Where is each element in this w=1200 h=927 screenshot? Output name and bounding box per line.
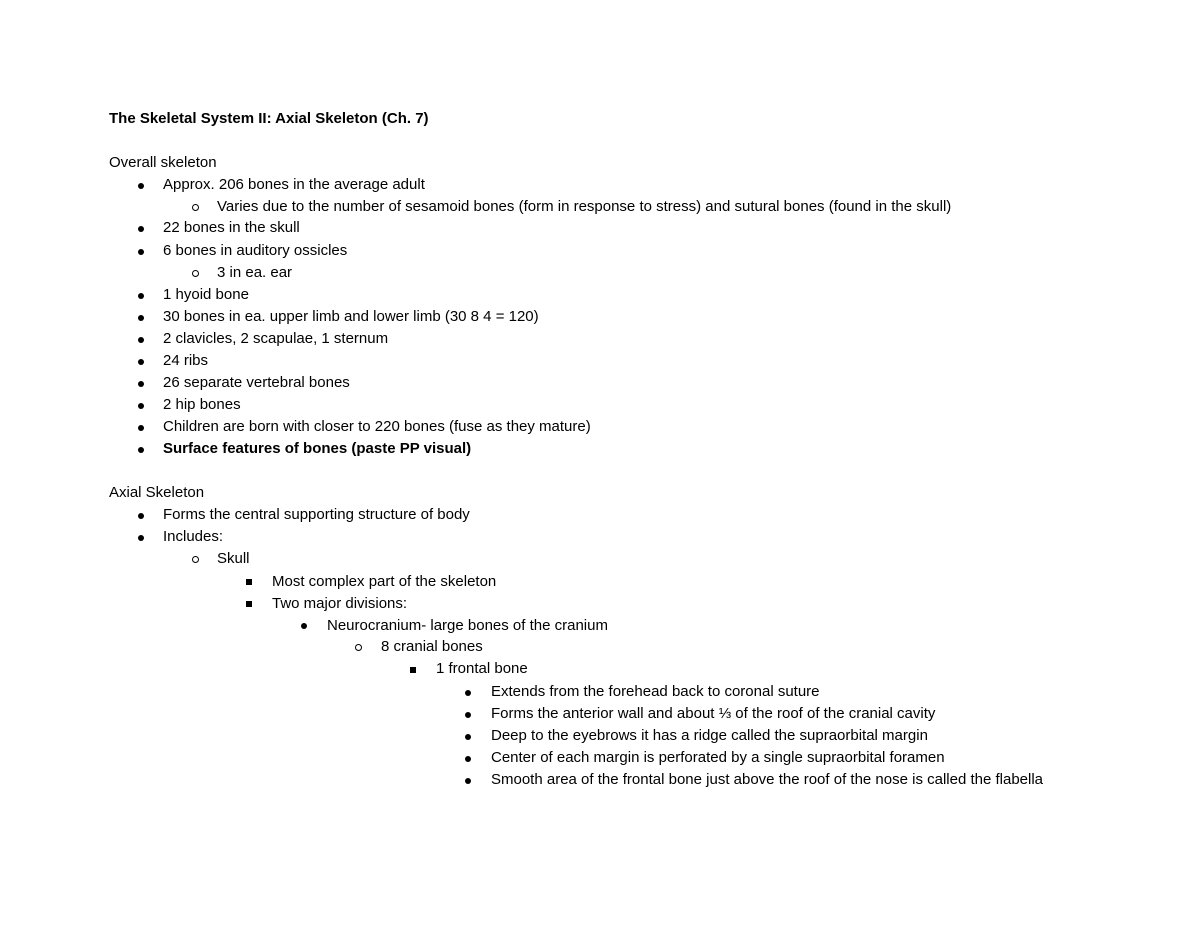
bullet-circle-icon — [192, 270, 199, 277]
list-item: Varies due to the number of sesamoid bones (form in response to stress) and sutural bones (found in the skull) — [217, 198, 952, 215]
section-heading-overall: Overall skeleton — [109, 154, 217, 171]
bullet-disc-icon — [465, 690, 471, 696]
bullet-disc-icon — [138, 293, 144, 299]
list-item: 1 hyoid bone — [163, 286, 249, 303]
bullet-square-icon — [246, 579, 252, 585]
list-item: 26 separate vertebral bones — [163, 374, 350, 391]
list-item: Neurocranium- large bones of the cranium — [327, 617, 608, 634]
list-item: Includes: — [163, 528, 224, 545]
bullet-disc-icon — [138, 337, 144, 343]
document-title: The Skeletal System II: Axial Skeleton (Ch. 7) — [109, 110, 429, 127]
bullet-disc-icon — [138, 315, 144, 321]
list-item: Skull — [217, 550, 250, 567]
bullet-disc-icon — [465, 734, 471, 740]
list-item: Deep to the eyebrows it has a ridge called the supraorbital margin — [491, 727, 928, 744]
list-item: 22 bones in the skull — [163, 219, 300, 236]
section-heading-axial: Axial Skeleton — [109, 484, 205, 501]
list-item: Forms the anterior wall and about ⅓ of the roof of the cranial cavity — [491, 705, 936, 722]
list-item: 6 bones in auditory ossicles — [163, 242, 348, 259]
bullet-disc-icon — [138, 226, 144, 232]
bullet-disc-icon — [138, 513, 144, 519]
list-item: Most complex part of the skeleton — [272, 573, 497, 590]
bullet-circle-icon — [192, 204, 199, 211]
bullet-square-icon — [246, 601, 252, 607]
bullet-disc-icon — [465, 778, 471, 784]
list-item: 24 ribs — [163, 352, 209, 369]
list-item: Smooth area of the frontal bone just above the roof of the nose is called the flabella — [491, 771, 1044, 788]
list-item: 30 bones in ea. upper limb and lower limb (30 8 4 = 120) — [163, 308, 539, 325]
bullet-disc-icon — [138, 403, 144, 409]
list-item: Children are born with closer to 220 bones (fuse as they mature) — [163, 418, 591, 435]
bullet-disc-icon — [301, 623, 307, 629]
bullet-disc-icon — [465, 756, 471, 762]
bullet-square-icon — [410, 667, 416, 673]
list-item: 8 cranial bones — [381, 638, 483, 655]
bullet-disc-icon — [138, 359, 144, 365]
list-item: 1 frontal bone — [436, 660, 528, 677]
bullet-circle-icon — [192, 556, 199, 563]
bullet-disc-icon — [465, 712, 471, 718]
bullet-disc-icon — [138, 381, 144, 387]
bullet-disc-icon — [138, 183, 144, 189]
list-item: Extends from the forehead back to coronal suture — [491, 683, 820, 700]
list-item: Forms the central supporting structure of body — [163, 506, 470, 523]
bullet-disc-icon — [138, 447, 144, 453]
list-item: Surface features of bones (paste PP visual) — [163, 440, 472, 457]
list-item: 2 hip bones — [163, 396, 241, 413]
bullet-disc-icon — [138, 425, 144, 431]
list-item: Two major divisions: — [272, 595, 408, 612]
list-item: 3 in ea. ear — [217, 264, 293, 281]
list-item: 2 clavicles, 2 scapulae, 1 sternum — [163, 330, 389, 347]
list-item: Center of each margin is perforated by a single supraorbital foramen — [491, 749, 945, 766]
bullet-disc-icon — [138, 249, 144, 255]
bullet-disc-icon — [138, 535, 144, 541]
bullet-circle-icon — [355, 644, 362, 651]
list-item: Approx. 206 bones in the average adult — [163, 176, 425, 193]
